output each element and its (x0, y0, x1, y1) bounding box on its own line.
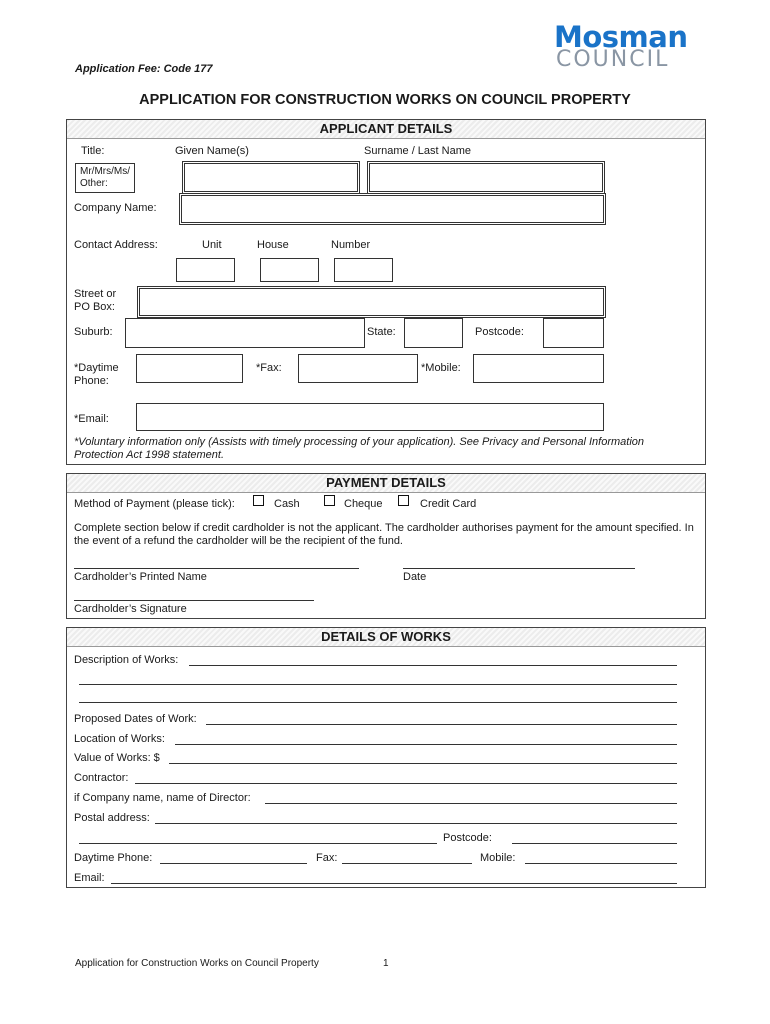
given-name-field[interactable] (184, 163, 358, 192)
company-name-label: Company Name: (74, 202, 157, 214)
contact-address-label: Contact Address: (74, 239, 158, 251)
street-label: Street or PO Box: (74, 288, 117, 313)
fax-label: *Fax: (256, 362, 282, 374)
email-label: *Email: (74, 413, 109, 425)
state-label: State: (367, 326, 396, 338)
cardholder-instructions: Complete section below if credit cardholder is not the applicant. The cardholder authorises payment for the amount specified. In the event of a refund the cardholder will be the recipient of the fund. (74, 522, 694, 547)
house-field[interactable] (260, 258, 319, 282)
works-postcode-line[interactable] (512, 843, 677, 844)
unit-field[interactable] (176, 258, 235, 282)
works-daytime-phone-line[interactable] (160, 863, 307, 864)
surname-label: Surname / Last Name (364, 145, 471, 157)
works-mobile-label: Mobile: (480, 852, 516, 864)
suburb-label: Suburb: (74, 326, 113, 338)
postal-address-line-1[interactable] (155, 823, 677, 824)
house-label: House (257, 239, 289, 251)
section-heading: APPLICANT DETAILS (67, 120, 705, 139)
value-label: Value of Works: $ (74, 752, 160, 764)
section-heading: DETAILS OF WORKS (67, 628, 705, 647)
works-fax-line[interactable] (342, 863, 472, 864)
applicant-details-section (66, 119, 706, 465)
email-field[interactable] (136, 403, 604, 431)
proposed-dates-line[interactable] (206, 724, 677, 725)
value-line[interactable] (169, 763, 677, 764)
number-field[interactable] (334, 258, 393, 282)
logo-text-mosman: Mosman (554, 20, 688, 54)
location-label: Location of Works: (74, 733, 165, 745)
date-label: Date (403, 571, 427, 583)
cash-option-label: Cash (274, 498, 300, 510)
signature-label: Cardholder’s Signature (74, 603, 187, 615)
daytime-phone-label: *Daytime Phone: (74, 362, 119, 387)
company-name-field[interactable] (181, 195, 604, 223)
payment-details-section (66, 473, 706, 619)
description-line-1[interactable] (189, 665, 677, 666)
suburb-field[interactable] (125, 318, 365, 348)
cheque-option-label: Cheque (344, 498, 383, 510)
printed-name-line[interactable] (74, 568, 359, 569)
state-field[interactable] (404, 318, 463, 348)
logo-text-council: COUNCIL (556, 47, 670, 72)
mobile-field[interactable] (473, 354, 604, 383)
credit-card-checkbox[interactable] (398, 495, 409, 506)
given-name-label: Given Name(s) (175, 145, 249, 157)
title-field[interactable] (75, 163, 135, 193)
title-options-text: Mr/Mrs/Ms/ Other: (80, 166, 130, 189)
unit-label: Unit (202, 239, 222, 251)
fax-field[interactable] (298, 354, 418, 383)
works-fax-label: Fax: (316, 852, 338, 864)
proposed-dates-label: Proposed Dates of Work: (74, 713, 197, 725)
director-line[interactable] (265, 803, 677, 804)
works-postcode-label: Postcode: (443, 832, 492, 844)
mobile-label: *Mobile: (421, 362, 461, 374)
printed-name-label: Cardholder’s Printed Name (74, 571, 207, 583)
payment-method-label: Method of Payment (please tick): (74, 498, 235, 510)
details-of-works-section (66, 627, 706, 888)
location-line[interactable] (175, 744, 677, 745)
footer-title: Application for Construction Works on Council Property (75, 958, 319, 969)
postcode-field[interactable] (543, 318, 604, 348)
director-label: if Company name, name of Director: (74, 792, 251, 804)
surname-field[interactable] (369, 163, 603, 192)
mosman-council-logo (554, 22, 694, 72)
contractor-label: Contractor: (74, 772, 129, 784)
section-heading: PAYMENT DETAILS (67, 474, 705, 493)
cheque-checkbox[interactable] (324, 495, 335, 506)
street-field[interactable] (139, 288, 604, 316)
signature-line[interactable] (74, 600, 314, 601)
title-label: Title: (81, 145, 105, 157)
works-email-line[interactable] (111, 883, 677, 884)
application-fee: Application Fee: Code 177 (75, 63, 213, 75)
contractor-line[interactable] (135, 783, 677, 784)
cash-checkbox[interactable] (253, 495, 264, 506)
postcode-label: Postcode: (475, 326, 524, 338)
voluntary-info-note: *Voluntary information only (Assists with timely processing of your application). See Privacy and Personal Information Protection Act 1998 statement. (74, 436, 645, 461)
date-line[interactable] (403, 568, 635, 569)
works-mobile-line[interactable] (525, 863, 677, 864)
credit-card-option-label: Credit Card (420, 498, 477, 510)
description-line-3[interactable] (79, 702, 677, 703)
postal-address-line-2[interactable] (79, 843, 437, 844)
number-label: Number (331, 239, 371, 251)
works-email-label: Email: (74, 872, 105, 884)
works-daytime-phone-label: Daytime Phone: (74, 852, 153, 864)
postal-address-label: Postal address: (74, 812, 150, 824)
description-label: Description of Works: (74, 654, 179, 666)
description-line-2[interactable] (79, 684, 677, 685)
page-number: 1 (383, 958, 389, 969)
page-title: APPLICATION FOR CONSTRUCTION WORKS ON COUNCIL PROPERTY (139, 92, 631, 108)
daytime-phone-field[interactable] (136, 354, 243, 383)
